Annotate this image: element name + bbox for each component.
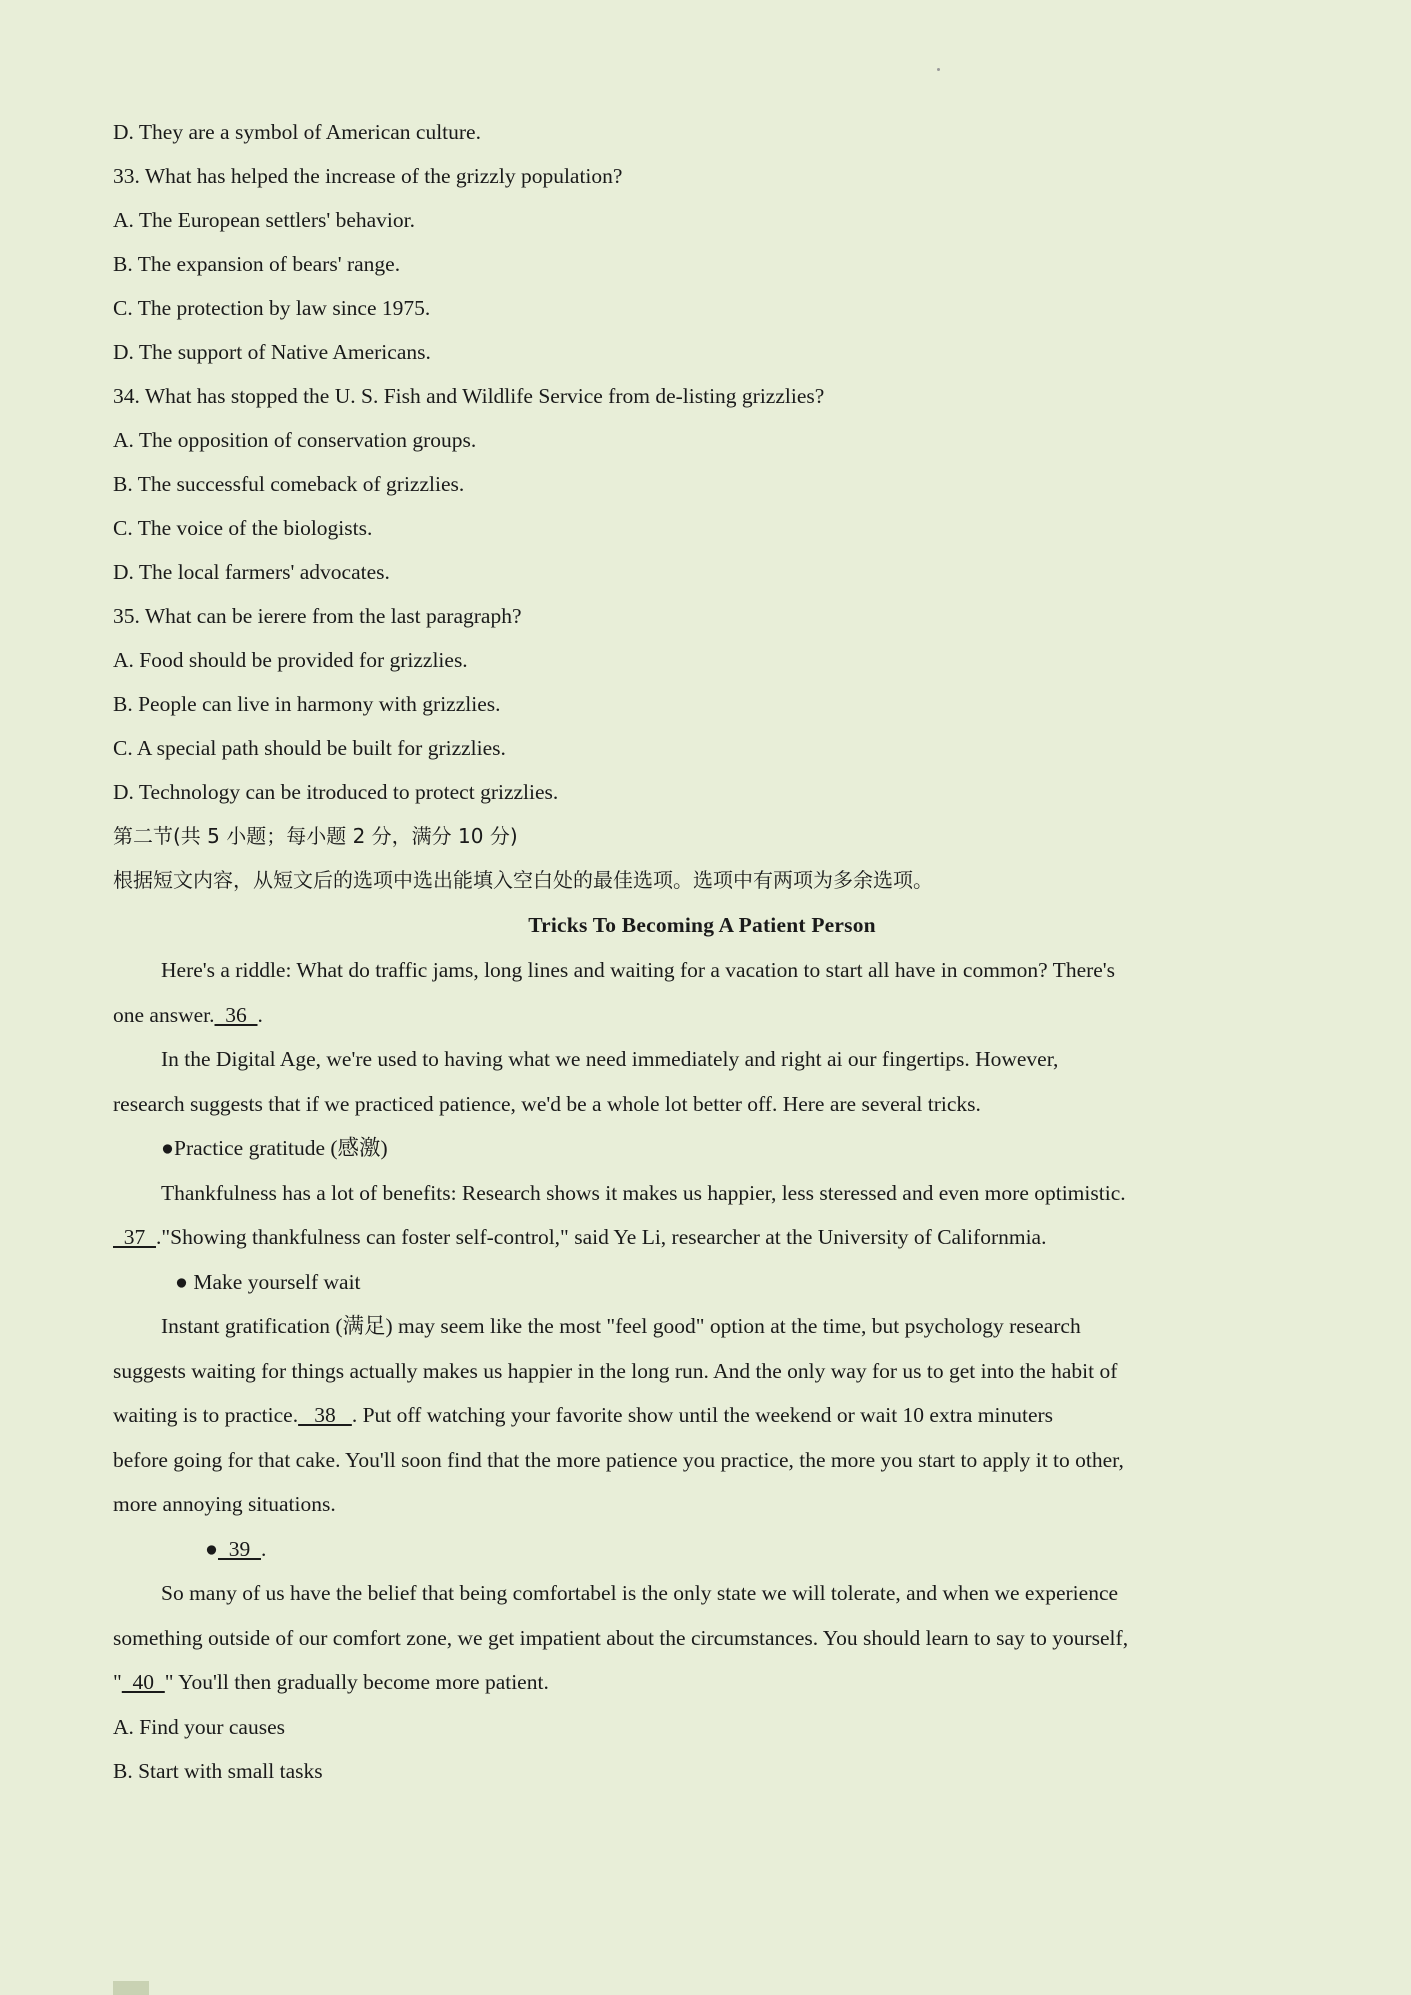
question-line: D. Technology can be itroduced to protect grizzlies. <box>113 780 559 804</box>
question-line: A. Food should be provided for grizzlies. <box>113 648 468 672</box>
answer-options-block <box>113 1705 1291 1793</box>
section-instruction: 根据短文内容，从短文后的选项中选出能填入空白处的最佳选项。选项中有两项为多余选项。 <box>113 868 933 892</box>
question-line: B. The expansion of bears' range. <box>113 252 401 276</box>
question-line: A. The opposition of conservation groups. <box>113 428 477 452</box>
answer-blank-39: 39 <box>218 1536 261 1561</box>
passage-bullet-make-yourself-wait: ● Make yourself wait <box>175 1269 361 1294</box>
answer-option-a: A. Find your causes <box>113 1714 285 1739</box>
question-line: 33. What has helped the increase of the grizzly population? <box>113 164 623 188</box>
text-run: . <box>257 1002 263 1027</box>
text-run: " <box>113 1670 122 1694</box>
bullet-dot-icon: ● <box>205 1536 218 1561</box>
passage-paragraph: Instant gratification (满足) may seem like the most "feel good" option at the time, but psychology research <box>161 1314 1081 1338</box>
answer-blank-40: 40 <box>121 1670 165 1694</box>
question-line: 34. What has stopped the U. S. Fish and Wildlife Service from de-listing grizzlies? <box>113 384 825 408</box>
page-top-dot <box>937 68 940 71</box>
reading-questions-block <box>113 110 1291 814</box>
question-line: D. They are a symbol of American culture. <box>113 120 481 144</box>
passage-paragraph-with-blank <box>113 1393 1291 1438</box>
passage-paragraph: In the Digital Age, we're used to having what we need immediately and right ai our fingertips. However, <box>161 1047 1059 1071</box>
question-line: C. The protection by law since 1975. <box>113 296 431 320</box>
section-heading: 第二节(共 5 小题；每小题 2 分，满分 10 分) <box>113 824 518 848</box>
answer-blank-37: 37 <box>113 1225 156 1249</box>
text-run: " You'll then gradually become more patient. <box>164 1670 549 1694</box>
answer-option-b: B. Start with small tasks <box>113 1758 323 1783</box>
passage-paragraph: So many of us have the belief that being comfortabel is the only state we will tolerate, and when we experience <box>161 1581 1119 1605</box>
question-line: C. The voice of the biologists. <box>113 516 373 540</box>
page-bottom-mark <box>113 1981 149 1995</box>
passage-paragraph: more annoying situations. <box>113 1492 336 1516</box>
question-line: C. A special path should be built for grizzlies. <box>113 736 506 760</box>
passage-title: Tricks To Becoming A Patient Person <box>528 913 876 937</box>
question-line: D. The local farmers' advocates. <box>113 560 390 584</box>
question-line: B. People can live in harmony with grizzlies. <box>113 692 501 716</box>
passage-paragraph: Here's a riddle: What do traffic jams, long lines and waiting for a vacation to start all have in common? There's <box>161 958 1116 982</box>
text-run: waiting is to practice. <box>113 1403 299 1427</box>
passage-paragraph-with-blank <box>113 1215 1291 1260</box>
passage-body <box>113 948 1291 1705</box>
question-line: B. The successful comeback of grizzlies. <box>113 472 465 496</box>
text-run: . Put off watching your favorite show until the weekend or wait 10 extra minuters <box>351 1403 1054 1427</box>
passage-paragraph: Thankfulness has a lot of benefits: Research shows it makes us happier, less steressed and even more optimistic. <box>161 1180 1126 1205</box>
passage-bullet-practice-gratitude: ●Practice gratitude (感激) <box>161 1136 388 1160</box>
text-run: ."Showing thankfulness can foster self-control," said Ye Li, researcher at the University of Californmia. <box>156 1225 1047 1249</box>
question-line: A. The European settlers' behavior. <box>113 208 415 232</box>
answer-blank-38: 38 <box>298 1403 352 1427</box>
passage-bullet-blank-39 <box>113 1527 1291 1572</box>
question-line: D. The support of Native Americans. <box>113 340 431 364</box>
passage-paragraph: something outside of our comfort zone, we get impatient about the circumstances. You should learn to say to yourself, <box>113 1625 1129 1650</box>
passage-paragraph-with-blank <box>113 1660 1291 1705</box>
passage-paragraph-with-blank <box>113 993 1291 1038</box>
passage-paragraph: research suggests that if we practiced patience, we'd be a whole lot better off. Here are several tricks. <box>113 1091 981 1116</box>
text-run: . <box>261 1536 267 1561</box>
passage-paragraph: before going for that cake. You'll soon find that the more patience you practice, the more you start to apply it to other, <box>113 1447 1124 1472</box>
answer-blank-36: 36 <box>214 1002 258 1027</box>
passage-paragraph: suggests waiting for things actually makes us happier in the long run. And the only way for us to get into the habit of <box>113 1358 1118 1383</box>
text-run: one answer. <box>113 1002 215 1027</box>
question-line: 35. What can be ierere from the last paragraph? <box>113 604 522 628</box>
